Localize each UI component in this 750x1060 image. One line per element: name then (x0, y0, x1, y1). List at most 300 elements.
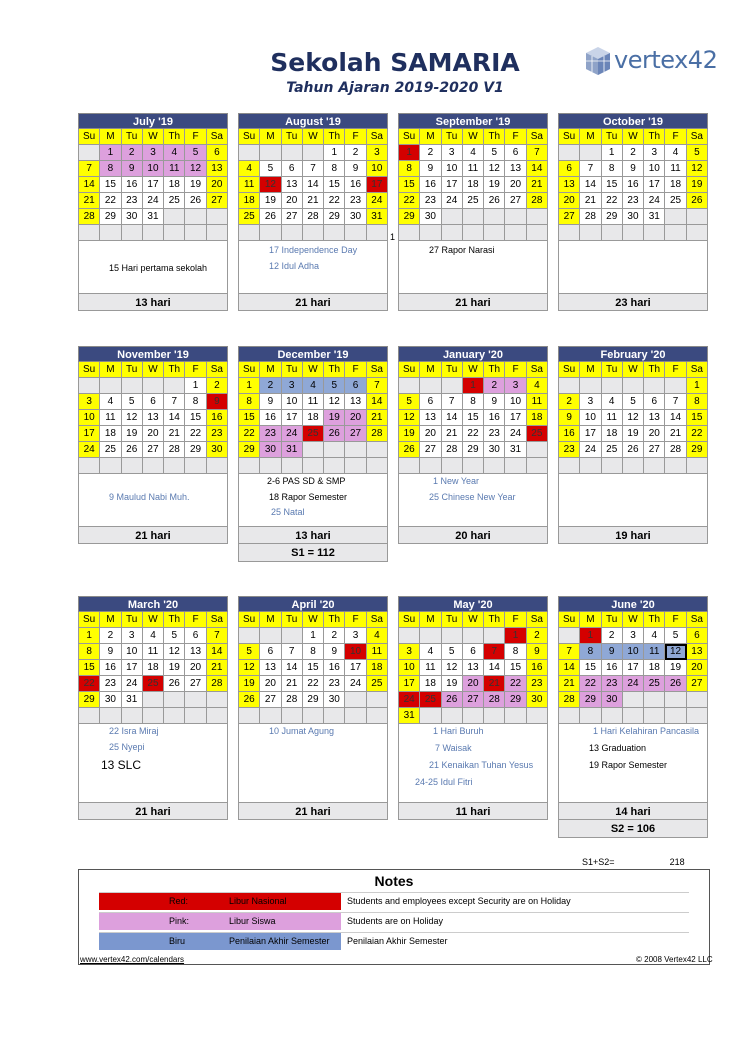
day-cell[interactable]: 11 (239, 177, 260, 193)
day-cell[interactable]: 19 (623, 426, 644, 442)
day-cell[interactable]: 2 (100, 628, 121, 644)
day-cell[interactable]: 5 (324, 378, 345, 394)
day-cell[interactable]: 28 (559, 692, 580, 708)
day-cell[interactable]: 30 (623, 209, 644, 225)
day-cell[interactable] (623, 458, 644, 474)
day-cell[interactable]: 18 (164, 177, 185, 193)
day-cell[interactable]: 3 (367, 145, 388, 161)
day-cell[interactable]: 5 (122, 394, 143, 410)
day-cell[interactable]: 29 (505, 692, 526, 708)
day-cell[interactable] (527, 209, 548, 225)
day-cell[interactable]: 13 (420, 410, 441, 426)
day-cell[interactable]: 22 (399, 193, 420, 209)
day-cell[interactable]: 16 (484, 410, 505, 426)
day-cell[interactable] (665, 209, 686, 225)
day-cell[interactable] (164, 708, 185, 724)
day-cell[interactable] (559, 458, 580, 474)
day-cell[interactable]: 22 (79, 676, 100, 692)
day-cell[interactable]: 11 (367, 644, 388, 660)
day-cell[interactable]: 14 (527, 161, 548, 177)
day-cell[interactable]: 2 (260, 378, 281, 394)
day-cell[interactable]: 21 (580, 193, 601, 209)
day-cell[interactable]: 20 (260, 676, 281, 692)
day-cell[interactable]: 19 (442, 676, 463, 692)
day-cell[interactable]: 16 (260, 410, 281, 426)
day-cell[interactable] (282, 628, 303, 644)
day-cell[interactable] (79, 145, 100, 161)
day-cell[interactable]: 6 (644, 394, 665, 410)
day-cell[interactable]: 7 (527, 145, 548, 161)
day-cell[interactable]: 17 (345, 660, 366, 676)
day-cell[interactable]: 23 (602, 676, 623, 692)
day-cell[interactable]: 20 (282, 193, 303, 209)
day-cell[interactable] (100, 458, 121, 474)
day-cell[interactable]: 5 (665, 628, 686, 644)
day-cell[interactable]: 29 (687, 442, 708, 458)
day-cell[interactable] (665, 692, 686, 708)
day-cell[interactable]: 18 (644, 660, 665, 676)
day-cell[interactable]: 20 (185, 660, 206, 676)
day-cell[interactable]: 3 (143, 145, 164, 161)
day-cell[interactable] (399, 458, 420, 474)
day-cell[interactable]: 3 (505, 378, 526, 394)
day-cell[interactable] (303, 708, 324, 724)
day-cell[interactable]: 21 (207, 660, 228, 676)
day-cell[interactable]: 17 (367, 177, 388, 193)
day-cell[interactable] (399, 225, 420, 241)
day-cell[interactable]: 3 (442, 145, 463, 161)
day-cell[interactable]: 12 (687, 161, 708, 177)
day-cell[interactable]: 3 (580, 394, 601, 410)
day-cell[interactable]: 12 (122, 410, 143, 426)
day-cell[interactable]: 2 (345, 145, 366, 161)
day-cell[interactable]: 28 (484, 692, 505, 708)
day-cell[interactable] (442, 378, 463, 394)
day-cell[interactable] (324, 708, 345, 724)
day-cell[interactable] (463, 708, 484, 724)
day-cell[interactable]: 2 (324, 628, 345, 644)
day-cell[interactable]: 15 (185, 410, 206, 426)
day-cell[interactable] (79, 378, 100, 394)
day-cell[interactable]: 11 (100, 410, 121, 426)
day-cell[interactable]: 8 (580, 644, 601, 660)
day-cell[interactable]: 26 (239, 692, 260, 708)
day-cell[interactable] (239, 708, 260, 724)
day-cell[interactable] (463, 209, 484, 225)
day-cell[interactable] (143, 378, 164, 394)
day-cell[interactable]: 30 (122, 209, 143, 225)
day-cell[interactable]: 10 (367, 161, 388, 177)
day-cell[interactable]: 13 (463, 660, 484, 676)
day-cell[interactable]: 23 (345, 193, 366, 209)
day-cell[interactable] (100, 225, 121, 241)
day-cell[interactable]: 16 (623, 177, 644, 193)
day-cell[interactable]: 23 (527, 676, 548, 692)
day-cell[interactable]: 5 (185, 145, 206, 161)
day-cell[interactable]: 10 (623, 644, 644, 660)
day-cell[interactable]: 25 (143, 676, 164, 692)
day-cell[interactable]: 27 (687, 676, 708, 692)
day-cell[interactable]: 29 (79, 692, 100, 708)
day-cell[interactable] (143, 225, 164, 241)
day-cell[interactable] (345, 692, 366, 708)
day-cell[interactable]: 25 (367, 676, 388, 692)
day-cell[interactable]: 14 (303, 177, 324, 193)
day-cell[interactable]: 20 (143, 426, 164, 442)
day-cell[interactable]: 29 (580, 692, 601, 708)
day-cell[interactable]: 18 (239, 193, 260, 209)
day-cell[interactable]: 3 (623, 628, 644, 644)
day-cell[interactable] (623, 708, 644, 724)
day-cell[interactable]: 6 (260, 644, 281, 660)
day-cell[interactable]: 9 (623, 161, 644, 177)
day-cell[interactable]: 22 (463, 426, 484, 442)
day-cell[interactable]: 23 (484, 426, 505, 442)
day-cell[interactable]: 4 (665, 145, 686, 161)
day-cell[interactable]: 17 (623, 660, 644, 676)
day-cell[interactable]: 18 (303, 410, 324, 426)
day-cell[interactable]: 25 (665, 193, 686, 209)
day-cell[interactable] (303, 458, 324, 474)
day-cell[interactable]: 10 (505, 394, 526, 410)
day-cell[interactable]: 21 (665, 426, 686, 442)
day-cell[interactable]: 21 (303, 193, 324, 209)
day-cell[interactable]: 13 (687, 644, 708, 660)
day-cell[interactable]: 8 (79, 644, 100, 660)
day-cell[interactable]: 19 (164, 660, 185, 676)
day-cell[interactable] (687, 209, 708, 225)
day-cell[interactable]: 28 (207, 676, 228, 692)
day-cell[interactable]: 17 (122, 660, 143, 676)
day-cell[interactable]: 7 (303, 161, 324, 177)
day-cell[interactable] (399, 378, 420, 394)
day-cell[interactable] (527, 458, 548, 474)
day-cell[interactable]: 21 (442, 426, 463, 442)
day-cell[interactable]: 14 (442, 410, 463, 426)
day-cell[interactable]: 6 (345, 378, 366, 394)
day-cell[interactable]: 29 (303, 692, 324, 708)
day-cell[interactable]: 22 (324, 193, 345, 209)
day-cell[interactable]: 22 (687, 426, 708, 442)
day-cell[interactable]: 9 (324, 644, 345, 660)
day-cell[interactable]: 11 (463, 161, 484, 177)
day-cell[interactable]: 27 (559, 209, 580, 225)
day-cell[interactable] (420, 708, 441, 724)
day-cell[interactable] (324, 225, 345, 241)
day-cell[interactable]: 16 (324, 660, 345, 676)
day-cell[interactable] (207, 209, 228, 225)
day-cell[interactable] (559, 708, 580, 724)
day-cell[interactable]: 2 (122, 145, 143, 161)
day-cell[interactable]: 15 (580, 660, 601, 676)
day-cell[interactable]: 12 (185, 161, 206, 177)
day-cell[interactable]: 19 (399, 426, 420, 442)
day-cell[interactable] (79, 225, 100, 241)
day-cell[interactable] (164, 209, 185, 225)
day-cell[interactable]: 6 (687, 628, 708, 644)
day-cell[interactable]: 6 (207, 145, 228, 161)
day-cell[interactable]: 14 (367, 394, 388, 410)
day-cell[interactable]: 26 (442, 692, 463, 708)
day-cell[interactable]: 23 (324, 676, 345, 692)
day-cell[interactable]: 17 (282, 410, 303, 426)
day-cell[interactable]: 4 (527, 378, 548, 394)
day-cell[interactable]: 2 (527, 628, 548, 644)
day-cell[interactable]: 1 (185, 378, 206, 394)
day-cell[interactable]: 1 (100, 145, 121, 161)
day-cell[interactable]: 17 (505, 410, 526, 426)
day-cell[interactable] (559, 378, 580, 394)
day-cell[interactable]: 16 (100, 660, 121, 676)
day-cell[interactable]: 28 (442, 442, 463, 458)
day-cell[interactable]: 13 (282, 177, 303, 193)
day-cell[interactable]: 19 (687, 177, 708, 193)
day-cell[interactable] (164, 458, 185, 474)
day-cell[interactable]: 8 (687, 394, 708, 410)
day-cell[interactable] (505, 458, 526, 474)
day-cell[interactable]: 22 (239, 426, 260, 442)
day-cell[interactable]: 30 (527, 692, 548, 708)
day-cell[interactable] (367, 708, 388, 724)
day-cell[interactable]: 9 (260, 394, 281, 410)
day-cell[interactable]: 3 (79, 394, 100, 410)
day-cell[interactable]: 25 (527, 426, 548, 442)
day-cell[interactable]: 3 (282, 378, 303, 394)
day-cell[interactable]: 14 (580, 177, 601, 193)
day-cell[interactable] (260, 458, 281, 474)
day-cell[interactable] (164, 378, 185, 394)
day-cell[interactable]: 19 (185, 177, 206, 193)
day-cell[interactable]: 2 (602, 628, 623, 644)
day-cell[interactable] (367, 442, 388, 458)
day-cell[interactable] (559, 145, 580, 161)
day-cell[interactable]: 25 (164, 193, 185, 209)
day-cell[interactable] (207, 708, 228, 724)
day-cell[interactable]: 28 (367, 426, 388, 442)
day-cell[interactable]: 11 (602, 410, 623, 426)
day-cell[interactable] (665, 225, 686, 241)
day-cell[interactable] (602, 708, 623, 724)
day-cell[interactable]: 9 (100, 644, 121, 660)
day-cell[interactable]: 16 (602, 660, 623, 676)
day-cell[interactable]: 11 (143, 644, 164, 660)
day-cell[interactable] (207, 692, 228, 708)
day-cell[interactable]: 7 (282, 644, 303, 660)
day-cell[interactable]: 18 (420, 676, 441, 692)
day-cell[interactable] (505, 708, 526, 724)
day-cell[interactable]: 13 (559, 177, 580, 193)
day-cell[interactable] (484, 225, 505, 241)
day-cell[interactable]: 23 (100, 676, 121, 692)
day-cell[interactable] (442, 225, 463, 241)
day-cell[interactable] (644, 458, 665, 474)
day-cell[interactable] (687, 692, 708, 708)
day-cell[interactable]: 9 (345, 161, 366, 177)
day-cell[interactable] (122, 378, 143, 394)
day-cell[interactable]: 22 (580, 676, 601, 692)
day-cell[interactable]: 1 (580, 628, 601, 644)
day-cell[interactable]: 30 (345, 209, 366, 225)
day-cell[interactable] (367, 458, 388, 474)
day-cell[interactable]: 1 (399, 145, 420, 161)
day-cell[interactable] (602, 458, 623, 474)
day-cell[interactable]: 10 (399, 660, 420, 676)
day-cell[interactable]: 13 (143, 410, 164, 426)
day-cell[interactable]: 3 (345, 628, 366, 644)
day-cell[interactable] (303, 145, 324, 161)
day-cell[interactable] (527, 225, 548, 241)
day-cell[interactable]: 27 (260, 692, 281, 708)
day-cell[interactable]: 7 (367, 378, 388, 394)
day-cell[interactable]: 5 (399, 394, 420, 410)
day-cell[interactable]: 26 (399, 442, 420, 458)
day-cell[interactable]: 17 (644, 177, 665, 193)
day-cell[interactable] (185, 458, 206, 474)
day-cell[interactable]: 24 (505, 426, 526, 442)
day-cell[interactable]: 25 (239, 209, 260, 225)
day-cell[interactable]: 11 (164, 161, 185, 177)
day-cell[interactable] (185, 209, 206, 225)
day-cell[interactable] (239, 225, 260, 241)
day-cell[interactable]: 11 (644, 644, 665, 660)
day-cell[interactable]: 30 (602, 692, 623, 708)
day-cell[interactable]: 3 (399, 644, 420, 660)
day-cell[interactable] (122, 458, 143, 474)
day-cell[interactable] (345, 458, 366, 474)
day-cell[interactable] (463, 225, 484, 241)
day-cell[interactable]: 7 (580, 161, 601, 177)
day-cell[interactable]: 11 (303, 394, 324, 410)
day-cell[interactable]: 15 (505, 660, 526, 676)
day-cell[interactable]: 4 (143, 628, 164, 644)
day-cell[interactable]: 16 (527, 660, 548, 676)
day-cell[interactable]: 31 (143, 209, 164, 225)
day-cell[interactable]: 20 (559, 193, 580, 209)
day-cell[interactable]: 25 (644, 676, 665, 692)
day-cell[interactable]: 2 (420, 145, 441, 161)
day-cell[interactable]: 23 (260, 426, 281, 442)
day-cell[interactable] (122, 708, 143, 724)
day-cell[interactable]: 27 (463, 692, 484, 708)
day-cell[interactable]: 12 (239, 660, 260, 676)
day-cell[interactable]: 4 (420, 644, 441, 660)
day-cell[interactable]: 22 (100, 193, 121, 209)
day-cell[interactable]: 12 (164, 644, 185, 660)
day-cell[interactable] (164, 225, 185, 241)
day-cell[interactable]: 1 (239, 378, 260, 394)
day-cell[interactable] (324, 458, 345, 474)
day-cell[interactable]: 26 (185, 193, 206, 209)
day-cell[interactable]: 20 (644, 426, 665, 442)
day-cell[interactable] (580, 225, 601, 241)
day-cell[interactable]: 14 (282, 660, 303, 676)
day-cell[interactable] (79, 708, 100, 724)
day-cell[interactable]: 28 (665, 442, 686, 458)
day-cell[interactable]: 29 (239, 442, 260, 458)
day-cell[interactable]: 26 (687, 193, 708, 209)
day-cell[interactable] (324, 442, 345, 458)
day-cell[interactable]: 16 (122, 177, 143, 193)
day-cell[interactable]: 4 (239, 161, 260, 177)
day-cell[interactable]: 7 (665, 394, 686, 410)
day-cell[interactable] (420, 378, 441, 394)
day-cell[interactable]: 29 (463, 442, 484, 458)
day-cell[interactable]: 14 (79, 177, 100, 193)
day-cell[interactable] (100, 708, 121, 724)
day-cell[interactable]: 25 (100, 442, 121, 458)
day-cell[interactable]: 8 (185, 394, 206, 410)
day-cell[interactable] (623, 692, 644, 708)
day-cell[interactable]: 11 (420, 660, 441, 676)
day-cell[interactable]: 18 (602, 426, 623, 442)
day-cell[interactable]: 28 (282, 692, 303, 708)
day-cell[interactable]: 24 (644, 193, 665, 209)
day-cell[interactable] (644, 378, 665, 394)
day-cell[interactable]: 10 (442, 161, 463, 177)
day-cell[interactable]: 31 (644, 209, 665, 225)
day-cell[interactable] (623, 378, 644, 394)
day-cell[interactable]: 8 (463, 394, 484, 410)
day-cell[interactable] (644, 692, 665, 708)
day-cell[interactable]: 27 (207, 193, 228, 209)
day-cell[interactable]: 24 (367, 193, 388, 209)
day-cell[interactable]: 20 (463, 676, 484, 692)
day-cell[interactable]: 30 (484, 442, 505, 458)
day-cell[interactable] (484, 458, 505, 474)
day-cell[interactable] (282, 145, 303, 161)
day-cell[interactable] (665, 458, 686, 474)
day-cell[interactable]: 13 (207, 161, 228, 177)
day-cell[interactable]: 18 (665, 177, 686, 193)
day-cell[interactable]: 4 (367, 628, 388, 644)
day-cell[interactable]: 17 (79, 426, 100, 442)
day-cell[interactable]: 30 (207, 442, 228, 458)
day-cell[interactable]: 24 (580, 442, 601, 458)
day-cell[interactable] (207, 225, 228, 241)
day-cell[interactable]: 30 (324, 692, 345, 708)
day-cell[interactable]: 6 (420, 394, 441, 410)
day-cell[interactable] (442, 209, 463, 225)
day-cell[interactable]: 21 (527, 177, 548, 193)
day-cell[interactable]: 1 (79, 628, 100, 644)
day-cell[interactable]: 13 (345, 394, 366, 410)
day-cell[interactable] (665, 378, 686, 394)
day-cell[interactable]: 20 (687, 660, 708, 676)
day-cell[interactable]: 1 (463, 378, 484, 394)
day-cell[interactable]: 1 (303, 628, 324, 644)
day-cell[interactable]: 6 (282, 161, 303, 177)
day-cell[interactable] (143, 458, 164, 474)
day-cell[interactable]: 1 (505, 628, 526, 644)
day-cell[interactable]: 12 (324, 394, 345, 410)
day-cell[interactable]: 15 (324, 177, 345, 193)
day-cell[interactable]: 12 (442, 660, 463, 676)
day-cell[interactable]: 26 (623, 442, 644, 458)
day-cell[interactable] (580, 708, 601, 724)
day-cell[interactable]: 24 (122, 676, 143, 692)
day-cell[interactable]: 15 (399, 177, 420, 193)
day-cell[interactable]: 26 (484, 193, 505, 209)
day-cell[interactable] (260, 225, 281, 241)
day-cell[interactable] (484, 708, 505, 724)
day-cell[interactable] (303, 442, 324, 458)
day-cell[interactable]: 10 (644, 161, 665, 177)
day-cell[interactable]: 13 (260, 660, 281, 676)
day-cell[interactable]: 24 (442, 193, 463, 209)
day-cell[interactable]: 8 (100, 161, 121, 177)
day-cell[interactable]: 6 (185, 628, 206, 644)
day-cell[interactable] (442, 628, 463, 644)
